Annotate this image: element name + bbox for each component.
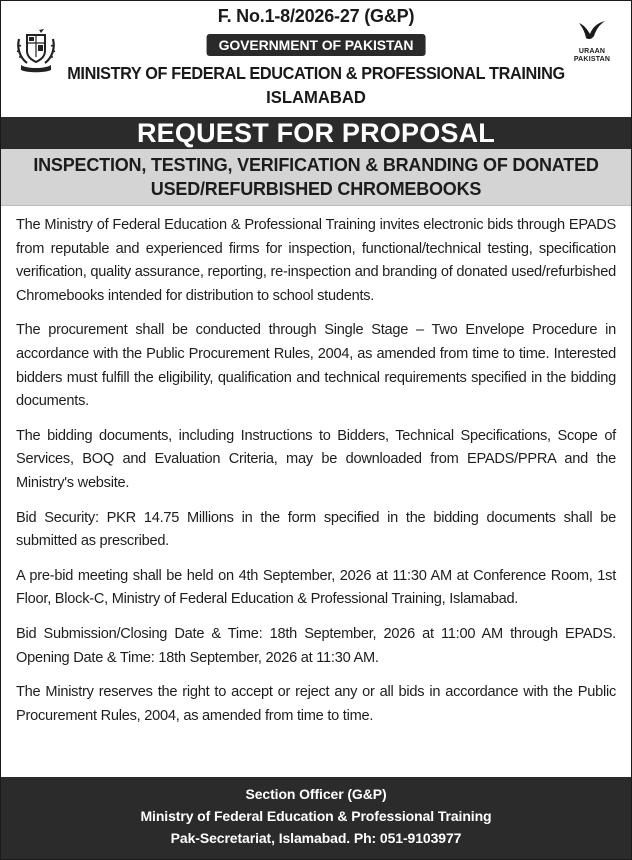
file-number: F. No.1-8/2026-27 (G&P) [217, 6, 415, 26]
footer-ministry: Ministry of Federal Education & Professional Training [140, 808, 492, 824]
paragraph-bidding-documents: The bidding documents, including Instructions to Bidders, Technical Specifications, Scope of Services, BOQ and Evaluation Criteria, may be downloaded from EPADS/PPRA and the Ministry's website. [16, 427, 616, 491]
paragraph-invitation: The Ministry of Federal Education & Professional Training invites electronic bids through EPADS from reputable and experienced firms for inspection, functional/technical testing, specification verification, quality assurance, reporting, re-inspection and branding of donated used/refurbished Chromebooks intended for distribution to school students. [16, 217, 616, 304]
footer-officer: Section Officer (G&P) [245, 786, 387, 802]
rfp-title-bar: REQUEST FOR PROPOSAL [1, 117, 631, 149]
paragraph-procedure: The procurement shall be conducted through Single Stage – Two Envelope Procedure in accordance with the Public Procurement Rules, 2004, as amended from time to time. Interested bidders must fulfill the eligibility, qualification and technical requirements specified in the bidding documents. [16, 322, 616, 410]
footer-address: Pak-Secretariat, Islamabad. Ph: 051-9103977 [170, 830, 462, 846]
uraan-line2: PAKISTAN [573, 56, 611, 63]
paragraph-bid-security: Bid Security: PKR 14.75 Millions in the form specified in the bidding documents shall be submitted as prescribed. [16, 509, 616, 550]
uraan-line1: URAAN [578, 48, 606, 55]
subject-line-2: USED/REFURBISHED CHROMEBOOKS [150, 179, 482, 199]
ministry-name: MINISTRY OF FEDERAL EDUCATION & PROFESSIONAL TRAINING [67, 63, 565, 83]
header [1, 1, 631, 117]
subject-line-1: INSPECTION, TESTING, VERIFICATION & BRANDING OF DONATED [33, 155, 599, 175]
footer-contact [1, 777, 631, 859]
uraan-pakistan-logo [561, 19, 623, 73]
government-banner: GOVERNMENT OF PAKISTAN [207, 34, 426, 56]
subject-heading [1, 149, 631, 206]
paragraph-dates: Bid Submission/Closing Date & Time: 18th September, 2026 at 11:00 AM through EPADS. Opening Date & Time: 18th September, 2026 at 11:30 AM. [16, 625, 616, 666]
city-name: ISLAMABAD [266, 87, 366, 107]
bird-icon [575, 19, 609, 43]
paragraph-pre-bid-meeting: A pre-bid meeting shall be held on 4th September, 2026 at 11:30 AM at Conference Room, 1st Floor, Block-C, Ministry of Federal Education & Professional Training, Islamabad. [16, 567, 616, 608]
advertisement-body [1, 206, 631, 728]
paragraph-reservation: The Ministry reserves the right to accept or reject any or all bids in accordance with the Public Procurement Rules, 2004, as amended from time to time. [16, 684, 616, 724]
